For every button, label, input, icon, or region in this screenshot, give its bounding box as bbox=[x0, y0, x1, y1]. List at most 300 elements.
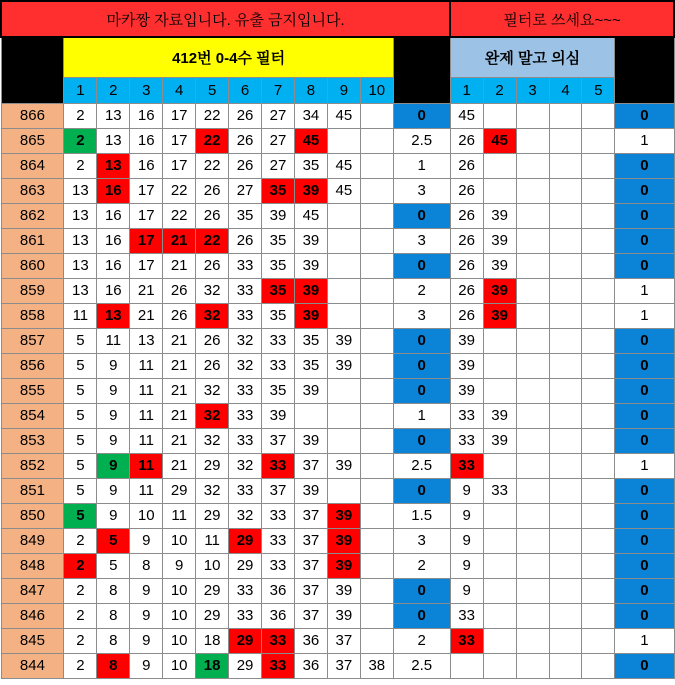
sub-number-cell bbox=[516, 103, 549, 128]
number-cell: 39 bbox=[294, 378, 327, 403]
number-cell: 9 bbox=[97, 453, 130, 478]
number-cell: 9 bbox=[130, 578, 163, 603]
table-row bbox=[1, 153, 674, 178]
sub-number-cell bbox=[516, 528, 549, 553]
sub-number-cell bbox=[483, 353, 516, 378]
number-cell: 39 bbox=[294, 278, 327, 303]
number-cell: 32 bbox=[196, 478, 229, 503]
sub-number-cell bbox=[549, 553, 582, 578]
sub-number-cell bbox=[516, 478, 549, 503]
number-cell: 35 bbox=[262, 303, 295, 328]
number-cell: 33 bbox=[262, 503, 295, 528]
number-cell: 45 bbox=[327, 103, 360, 128]
number-cell: 13 bbox=[64, 278, 97, 303]
number-cell: 29 bbox=[196, 453, 229, 478]
number-cell: 26 bbox=[163, 303, 196, 328]
number-cell: 37 bbox=[327, 628, 360, 653]
number-cell bbox=[360, 553, 393, 578]
round-cell: 857 bbox=[1, 328, 64, 353]
number-cell: 45 bbox=[327, 153, 360, 178]
sub-col-number: 1 bbox=[450, 77, 483, 103]
number-cell: 10 bbox=[163, 653, 196, 678]
sub-number-cell bbox=[516, 403, 549, 428]
number-cell: 21 bbox=[163, 378, 196, 403]
number-cell: 35 bbox=[294, 153, 327, 178]
number-cell: 8 bbox=[97, 603, 130, 628]
number-cell: 33 bbox=[262, 628, 295, 653]
sub-number-cell: 26 bbox=[450, 203, 483, 228]
number-cell: 26 bbox=[229, 103, 262, 128]
number-cell: 35 bbox=[262, 378, 295, 403]
round-cell: 863 bbox=[1, 178, 64, 203]
table-row bbox=[1, 478, 674, 503]
sub-number-cell bbox=[549, 603, 582, 628]
number-cell: 5 bbox=[64, 453, 97, 478]
number-cell: 35 bbox=[229, 203, 262, 228]
round-cell: 856 bbox=[1, 353, 64, 378]
number-cell: 29 bbox=[229, 553, 262, 578]
sub-number-cell: 9 bbox=[450, 578, 483, 603]
round-cell: 860 bbox=[1, 253, 64, 278]
sub-number-cell bbox=[516, 428, 549, 453]
number-cell bbox=[360, 253, 393, 278]
result-cell: 0 bbox=[393, 353, 450, 378]
sub-number-cell bbox=[516, 378, 549, 403]
number-cell: 21 bbox=[163, 228, 196, 253]
number-cell bbox=[360, 603, 393, 628]
number-cell: 2 bbox=[64, 578, 97, 603]
number-cell: 37 bbox=[294, 453, 327, 478]
number-cell: 9 bbox=[130, 628, 163, 653]
number-cell: 16 bbox=[130, 153, 163, 178]
number-cell: 16 bbox=[130, 128, 163, 153]
number-cell bbox=[327, 303, 360, 328]
round-cell: 865 bbox=[1, 128, 64, 153]
sub-number-cell bbox=[549, 228, 582, 253]
round-cell: 866 bbox=[1, 103, 64, 128]
table-row bbox=[1, 203, 674, 228]
result2-header: 결과 bbox=[615, 37, 674, 103]
sub-number-cell bbox=[582, 303, 615, 328]
number-cell bbox=[360, 353, 393, 378]
sub-number-cell bbox=[516, 503, 549, 528]
number-cell: 29 bbox=[163, 478, 196, 503]
table-row bbox=[1, 303, 674, 328]
round-cell: 862 bbox=[1, 203, 64, 228]
number-cell: 45 bbox=[294, 128, 327, 153]
number-cell: 5 bbox=[64, 428, 97, 453]
number-cell: 17 bbox=[163, 103, 196, 128]
number-cell: 16 bbox=[97, 253, 130, 278]
number-cell: 37 bbox=[294, 603, 327, 628]
sub-number-cell bbox=[582, 278, 615, 303]
number-cell bbox=[360, 628, 393, 653]
number-cell: 26 bbox=[229, 153, 262, 178]
number-cell: 33 bbox=[262, 528, 295, 553]
result2-cell: 0 bbox=[615, 178, 674, 203]
result2-cell: 0 bbox=[615, 478, 674, 503]
sub-number-cell: 39 bbox=[483, 428, 516, 453]
number-cell: 27 bbox=[229, 178, 262, 203]
sub-number-cell: 39 bbox=[483, 278, 516, 303]
number-cell: 39 bbox=[327, 528, 360, 553]
result2-cell: 0 bbox=[615, 353, 674, 378]
number-cell: 5 bbox=[64, 353, 97, 378]
number-cell: 35 bbox=[262, 228, 295, 253]
number-cell: 26 bbox=[229, 128, 262, 153]
round-cell: 852 bbox=[1, 453, 64, 478]
sub-number-cell bbox=[516, 353, 549, 378]
number-cell: 32 bbox=[196, 378, 229, 403]
number-cell: 33 bbox=[262, 328, 295, 353]
number-cell: 35 bbox=[262, 278, 295, 303]
number-cell: 39 bbox=[327, 453, 360, 478]
sub-number-cell bbox=[483, 628, 516, 653]
number-cell: 33 bbox=[262, 553, 295, 578]
number-cell: 16 bbox=[97, 178, 130, 203]
number-cell: 16 bbox=[97, 203, 130, 228]
sub-number-cell bbox=[582, 403, 615, 428]
result-cell: 0 bbox=[393, 203, 450, 228]
col-number: 10 bbox=[360, 77, 393, 103]
number-cell: 39 bbox=[294, 478, 327, 503]
number-cell: 39 bbox=[327, 353, 360, 378]
result-cell: 2 bbox=[393, 628, 450, 653]
number-cell: 10 bbox=[163, 578, 196, 603]
number-cell: 2 bbox=[64, 528, 97, 553]
number-cell: 18 bbox=[196, 653, 229, 678]
number-cell bbox=[360, 503, 393, 528]
sub-number-cell: 26 bbox=[450, 278, 483, 303]
number-cell bbox=[327, 253, 360, 278]
number-cell: 32 bbox=[196, 278, 229, 303]
number-cell: 39 bbox=[262, 403, 295, 428]
number-cell: 36 bbox=[294, 653, 327, 678]
result-cell: 0 bbox=[393, 253, 450, 278]
number-cell: 29 bbox=[196, 603, 229, 628]
number-cell: 17 bbox=[130, 203, 163, 228]
sub-number-cell bbox=[483, 653, 516, 678]
table-row bbox=[1, 428, 674, 453]
sub-number-cell bbox=[582, 528, 615, 553]
sub-number-cell bbox=[516, 228, 549, 253]
number-cell: 11 bbox=[130, 403, 163, 428]
number-cell bbox=[360, 103, 393, 128]
sub-number-cell: 33 bbox=[450, 628, 483, 653]
result-cell: 3 bbox=[393, 178, 450, 203]
number-cell: 27 bbox=[262, 128, 295, 153]
sub-number-cell bbox=[549, 653, 582, 678]
number-cell: 39 bbox=[327, 328, 360, 353]
round-cell: 855 bbox=[1, 378, 64, 403]
sub-number-cell bbox=[582, 478, 615, 503]
sub-number-cell bbox=[516, 278, 549, 303]
number-cell: 13 bbox=[64, 228, 97, 253]
round-cell: 859 bbox=[1, 278, 64, 303]
sub-number-cell bbox=[582, 128, 615, 153]
round-cell: 861 bbox=[1, 228, 64, 253]
table-row bbox=[1, 553, 674, 578]
number-cell: 37 bbox=[327, 653, 360, 678]
number-cell: 26 bbox=[196, 203, 229, 228]
result2-cell: 1 bbox=[615, 453, 674, 478]
number-cell: 29 bbox=[229, 653, 262, 678]
number-cell: 9 bbox=[130, 653, 163, 678]
number-cell bbox=[327, 203, 360, 228]
number-cell: 32 bbox=[229, 503, 262, 528]
result-cell: 2 bbox=[393, 553, 450, 578]
result2-cell: 0 bbox=[615, 228, 674, 253]
sub-col-number: 2 bbox=[483, 77, 516, 103]
number-cell: 11 bbox=[130, 478, 163, 503]
number-cell: 33 bbox=[229, 378, 262, 403]
number-cell: 32 bbox=[196, 303, 229, 328]
number-cell: 38 bbox=[360, 653, 393, 678]
number-cell: 27 bbox=[262, 153, 295, 178]
sub-number-cell bbox=[483, 553, 516, 578]
number-cell: 33 bbox=[262, 653, 295, 678]
number-cell: 37 bbox=[294, 553, 327, 578]
number-cell: 9 bbox=[130, 528, 163, 553]
number-cell: 5 bbox=[64, 378, 97, 403]
sub-number-cell bbox=[549, 178, 582, 203]
table-row bbox=[1, 628, 674, 653]
number-cell: 17 bbox=[163, 128, 196, 153]
sub-number-cell bbox=[516, 153, 549, 178]
sub-number-cell: 26 bbox=[450, 153, 483, 178]
number-cell: 36 bbox=[262, 603, 295, 628]
number-cell bbox=[360, 403, 393, 428]
sub-number-cell bbox=[516, 553, 549, 578]
number-cell: 22 bbox=[196, 228, 229, 253]
number-cell: 17 bbox=[130, 228, 163, 253]
sub-number-cell bbox=[483, 178, 516, 203]
number-cell: 11 bbox=[196, 528, 229, 553]
result2-cell: 0 bbox=[615, 103, 674, 128]
sub-number-cell bbox=[549, 303, 582, 328]
table-row bbox=[1, 378, 674, 403]
round-cell: 844 bbox=[1, 653, 64, 678]
banner-right: 필터로 쓰세요~~~ bbox=[450, 1, 674, 37]
table-row bbox=[1, 328, 674, 353]
number-cell: 21 bbox=[163, 403, 196, 428]
number-cell bbox=[360, 153, 393, 178]
sub-number-cell bbox=[516, 653, 549, 678]
number-cell: 21 bbox=[163, 328, 196, 353]
sub-number-cell: 33 bbox=[450, 428, 483, 453]
sub-number-cell bbox=[549, 378, 582, 403]
sub-number-cell bbox=[483, 378, 516, 403]
sub-number-cell bbox=[483, 153, 516, 178]
number-cell: 11 bbox=[64, 303, 97, 328]
col-number: 4 bbox=[163, 77, 196, 103]
sub-number-cell: 45 bbox=[483, 128, 516, 153]
number-cell: 33 bbox=[229, 403, 262, 428]
number-cell bbox=[294, 403, 327, 428]
result2-cell: 0 bbox=[615, 603, 674, 628]
sub-number-cell: 39 bbox=[483, 203, 516, 228]
col-number: 7 bbox=[262, 77, 295, 103]
number-cell: 5 bbox=[64, 503, 97, 528]
sub-number-cell bbox=[516, 178, 549, 203]
number-cell: 33 bbox=[262, 353, 295, 378]
sub-number-cell bbox=[582, 378, 615, 403]
sub-number-cell bbox=[516, 203, 549, 228]
number-cell bbox=[360, 228, 393, 253]
number-cell bbox=[360, 128, 393, 153]
table-row bbox=[1, 653, 674, 678]
number-cell: 9 bbox=[163, 553, 196, 578]
result2-cell: 1 bbox=[615, 628, 674, 653]
result2-cell: 0 bbox=[615, 553, 674, 578]
sub-number-cell: 39 bbox=[450, 353, 483, 378]
number-cell: 16 bbox=[130, 103, 163, 128]
col-number: 1 bbox=[64, 77, 97, 103]
sub-number-cell: 39 bbox=[450, 378, 483, 403]
number-cell: 22 bbox=[163, 203, 196, 228]
table-row bbox=[1, 253, 674, 278]
sub-number-cell bbox=[582, 153, 615, 178]
table-row bbox=[1, 453, 674, 478]
number-cell: 21 bbox=[130, 278, 163, 303]
result-cell: 2.5 bbox=[393, 653, 450, 678]
col-number: 5 bbox=[196, 77, 229, 103]
sub-number-cell: 39 bbox=[483, 228, 516, 253]
number-cell: 11 bbox=[130, 353, 163, 378]
number-cell: 33 bbox=[229, 303, 262, 328]
number-cell: 5 bbox=[97, 553, 130, 578]
number-cell: 34 bbox=[294, 103, 327, 128]
sub-number-cell bbox=[549, 403, 582, 428]
number-cell: 9 bbox=[97, 478, 130, 503]
round-cell: 849 bbox=[1, 528, 64, 553]
sub-number-cell: 39 bbox=[450, 328, 483, 353]
number-cell: 21 bbox=[130, 303, 163, 328]
sub-number-cell bbox=[483, 528, 516, 553]
table-row bbox=[1, 128, 674, 153]
number-cell: 9 bbox=[130, 603, 163, 628]
sub-number-cell bbox=[582, 628, 615, 653]
number-cell: 33 bbox=[229, 603, 262, 628]
number-cell bbox=[327, 278, 360, 303]
result2-cell: 0 bbox=[615, 203, 674, 228]
result2-cell: 0 bbox=[615, 403, 674, 428]
number-cell: 13 bbox=[97, 128, 130, 153]
number-cell: 17 bbox=[130, 178, 163, 203]
number-cell: 10 bbox=[163, 628, 196, 653]
result2-cell: 0 bbox=[615, 328, 674, 353]
table-row bbox=[1, 178, 674, 203]
round-cell: 864 bbox=[1, 153, 64, 178]
sub-number-cell bbox=[516, 128, 549, 153]
number-cell: 35 bbox=[262, 253, 295, 278]
sub-number-cell bbox=[549, 328, 582, 353]
sub-number-cell bbox=[483, 578, 516, 603]
number-cell: 8 bbox=[130, 553, 163, 578]
result2-cell: 1 bbox=[615, 303, 674, 328]
col-number: 8 bbox=[294, 77, 327, 103]
round-cell: 845 bbox=[1, 628, 64, 653]
number-cell: 39 bbox=[294, 228, 327, 253]
col-number: 3 bbox=[130, 77, 163, 103]
number-cell: 33 bbox=[229, 278, 262, 303]
sub-number-cell bbox=[582, 178, 615, 203]
number-cell: 9 bbox=[97, 428, 130, 453]
number-cell: 22 bbox=[163, 178, 196, 203]
number-cell: 10 bbox=[163, 528, 196, 553]
number-cell: 21 bbox=[163, 453, 196, 478]
round-cell: 858 bbox=[1, 303, 64, 328]
number-cell: 11 bbox=[163, 503, 196, 528]
sub-number-cell bbox=[450, 653, 483, 678]
number-cell: 26 bbox=[163, 278, 196, 303]
sub-number-cell bbox=[549, 153, 582, 178]
sub-number-cell bbox=[582, 103, 615, 128]
number-cell: 21 bbox=[163, 353, 196, 378]
sub-number-cell: 26 bbox=[450, 128, 483, 153]
number-cell: 9 bbox=[97, 503, 130, 528]
result2-cell: 1 bbox=[615, 128, 674, 153]
number-cell: 13 bbox=[97, 153, 130, 178]
result-cell: 1 bbox=[393, 403, 450, 428]
number-cell: 37 bbox=[262, 428, 295, 453]
sub-number-cell: 39 bbox=[483, 253, 516, 278]
number-cell bbox=[327, 478, 360, 503]
number-cell: 33 bbox=[229, 253, 262, 278]
sub-number-cell bbox=[549, 353, 582, 378]
number-cell: 21 bbox=[163, 428, 196, 453]
number-cell: 36 bbox=[262, 578, 295, 603]
number-cell: 21 bbox=[163, 253, 196, 278]
result-header: 결과 bbox=[393, 37, 450, 103]
number-cell: 45 bbox=[327, 178, 360, 203]
sub-number-cell bbox=[516, 253, 549, 278]
number-cell: 13 bbox=[64, 178, 97, 203]
result2-cell: 0 bbox=[615, 653, 674, 678]
sub-number-cell bbox=[549, 203, 582, 228]
number-cell: 37 bbox=[294, 503, 327, 528]
result-cell: 3 bbox=[393, 528, 450, 553]
number-cell: 32 bbox=[229, 353, 262, 378]
number-cell: 2 bbox=[64, 128, 97, 153]
sub-number-cell bbox=[582, 578, 615, 603]
sub-number-cell bbox=[549, 103, 582, 128]
number-cell bbox=[327, 378, 360, 403]
result-cell: 0 bbox=[393, 578, 450, 603]
sub-number-cell bbox=[582, 353, 615, 378]
number-cell: 32 bbox=[196, 428, 229, 453]
round-cell: 851 bbox=[1, 478, 64, 503]
banner-left: 마카짱 자료입니다. 유출 금지입니다. bbox=[1, 1, 450, 37]
round-cell: 848 bbox=[1, 553, 64, 578]
sub-number-cell bbox=[483, 103, 516, 128]
number-cell bbox=[360, 203, 393, 228]
table-row bbox=[1, 228, 674, 253]
number-cell: 33 bbox=[229, 478, 262, 503]
number-cell: 22 bbox=[196, 128, 229, 153]
result2-cell: 0 bbox=[615, 428, 674, 453]
number-cell: 37 bbox=[294, 528, 327, 553]
number-cell: 37 bbox=[262, 478, 295, 503]
sub-col-number: 4 bbox=[549, 77, 582, 103]
table-row bbox=[1, 578, 674, 603]
sub-number-cell bbox=[516, 628, 549, 653]
sub-number-cell bbox=[549, 253, 582, 278]
sub-number-cell bbox=[549, 128, 582, 153]
sub-number-cell: 39 bbox=[483, 303, 516, 328]
number-cell: 16 bbox=[97, 278, 130, 303]
sub-number-cell: 26 bbox=[450, 253, 483, 278]
